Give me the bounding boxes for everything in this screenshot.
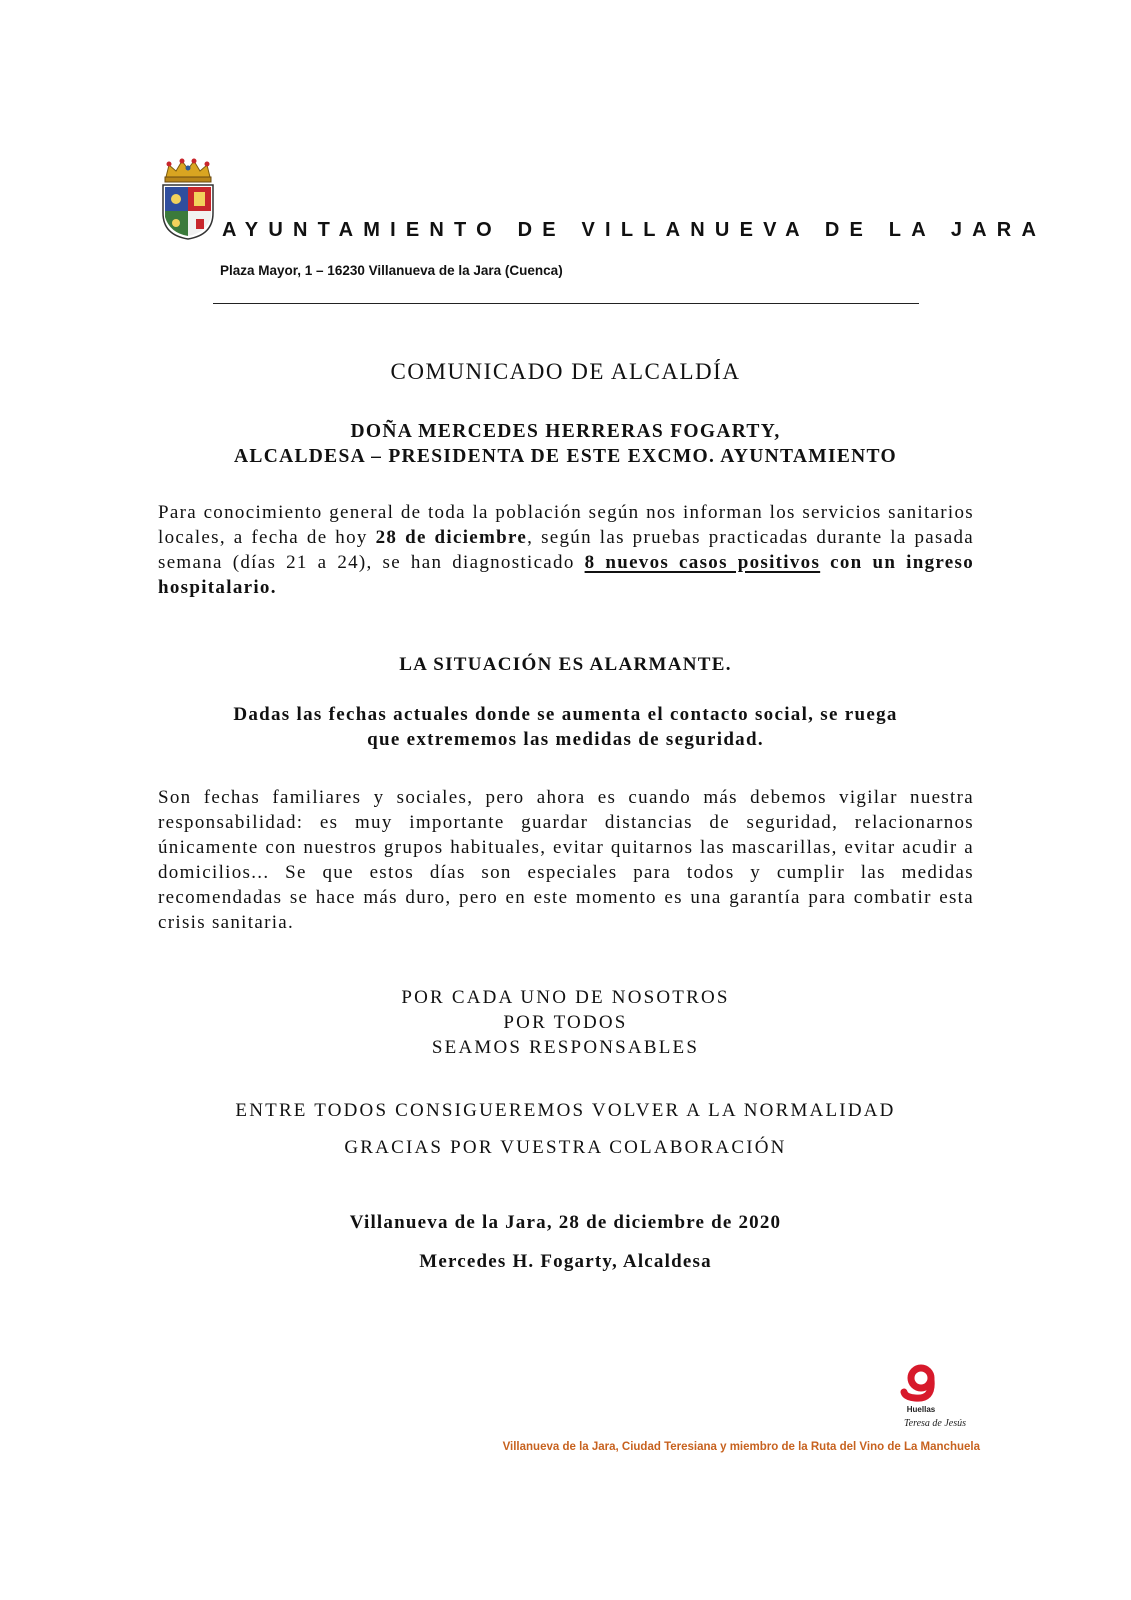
paragraph-text: Para conocimiento general de toda la población según nos informan los servicios sanitarios locales, a fecha de hoy: [158, 502, 974, 548]
motto-block: [100, 985, 1031, 1060]
motto-line: SEAMOS RESPONSABLES: [431, 1037, 700, 1058]
highlight-cases: 8 nuevos casos positivos: [584, 552, 821, 573]
motto-line: POR TODOS: [503, 1012, 628, 1033]
huellas-script: Teresa de Jesús: [903, 1418, 967, 1429]
hospital-admission-text: con un ingreso hospitalario.: [158, 552, 975, 598]
responsibility-paragraph: Son fechas familiares y sociales, pero ahora es cuando más debemos vigilar nuestra responsabilidad: es muy importante guardar distancias de seguridad, relacionarnos únicamente con nuestros grupos habituales, evitar quitarnos las mascarillas, evitar acudir a domicilios... Se que estos días son especiales para todos y cumplir las medidas recomendadas se hace más duro, pero en este momento es una garantía para combatir esta crisis sanitaria.: [158, 787, 974, 933]
huellas-mark-icon: [895, 1362, 975, 1432]
huellas-logo: [895, 1362, 975, 1432]
footer-tagline: Villanueva de la Jara, Ciudad Teresiana y miembro de la Ruta del Vino de La Manchuela: [502, 1441, 980, 1453]
closing-line: ENTRE TODOS CONSIGUEREMOS VOLVER A LA NORMALIDAD: [235, 1100, 896, 1121]
town-hall-name: AYUNTAMIENTO DE VILLANUEVA DE LA JARA: [222, 219, 1047, 241]
announcement-paragraph: [158, 500, 974, 600]
mayor-name: DOÑA MERCEDES HERRERAS FOGARTY,: [350, 421, 781, 442]
mayor-role: ALCALDESA – PRESIDENTA DE ESTE EXCMO. AYUNTAMIENTO: [234, 446, 897, 467]
town-hall-address: Plaza Mayor, 1 – 16230 Villanueva de la Jara (Cuenca): [220, 263, 563, 278]
alarm-heading: LA SITUACIÓN ES ALARMANTE.: [399, 654, 732, 675]
header-divider: [213, 303, 919, 304]
motto-line: POR CADA UNO DE NOSOTROS: [401, 987, 730, 1008]
highlight-date: 28 de diciembre: [375, 527, 528, 548]
signature: Mercedes H. Fogarty, Alcaldesa: [419, 1251, 712, 1272]
coat-of-arms-icon: [160, 157, 216, 241]
thanks-line: GRACIAS POR VUESTRA COLABORACIÓN: [344, 1137, 787, 1158]
huellas-label: Huellas: [906, 1405, 936, 1414]
paragraph-text: , según las pruebas practicadas durante la pasada semana (días 21 a 24), se han diagnosticado: [158, 527, 974, 573]
safety-request-line: que extrememos las medidas de seguridad.: [367, 729, 764, 750]
safety-request: [100, 702, 1031, 752]
mayor-heading: [100, 419, 1031, 469]
document-title: COMUNICADO DE ALCALDÍA: [390, 359, 741, 384]
safety-request-line: Dadas las fechas actuales donde se aumenta el contacto social, se ruega: [233, 704, 898, 725]
place-date: Villanueva de la Jara, 28 de diciembre de 2020: [349, 1212, 782, 1233]
